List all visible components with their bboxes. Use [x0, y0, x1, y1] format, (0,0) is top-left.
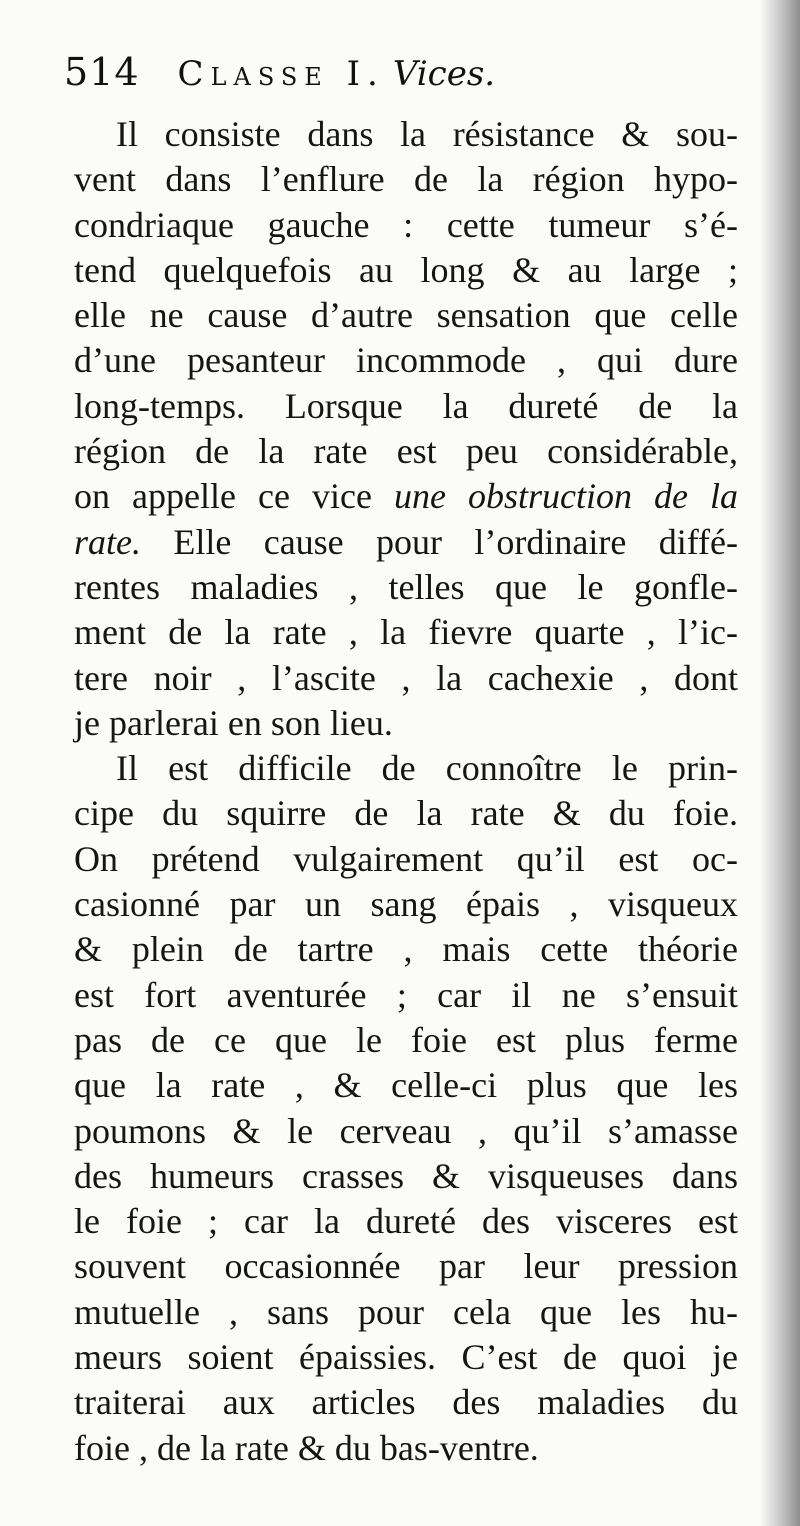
text-line: région de la rate est peu considérable,	[74, 431, 738, 472]
class-title-italic: Vices.	[392, 54, 496, 94]
text-line: & plein de tartre , mais cette théorie	[74, 929, 738, 970]
text-line: traiterai aux articles des maladies du	[74, 1382, 738, 1423]
text-line: pas de ce que le foie est plus ferme	[74, 1019, 738, 1060]
text-line: souvent occasionnée par leur pression	[74, 1246, 738, 1287]
text-line: d’une pesanteur incommode , qui dure	[74, 340, 738, 381]
text-line: vent dans l’enflure de la région hypo-	[74, 159, 738, 200]
text-line: poumons & le cerveau , qu’il s’amasse	[74, 1110, 738, 1151]
text-segment: on appelle ce vice	[74, 476, 394, 517]
italic-text: rate.	[74, 521, 141, 562]
text-line: des humeurs crasses & visqueuses dans	[74, 1155, 738, 1196]
text-line: que la rate , & celle-ci plus que les	[74, 1065, 738, 1106]
text-line: foie , de la rate & du bas-ventre.	[74, 1427, 539, 1468]
text-line: Il consiste dans la résistance & sou-	[116, 114, 738, 154]
paragraph	[74, 746, 738, 1471]
text-line: On prétend vulgairement qu’il est oc-	[74, 838, 738, 879]
text-segment: Elle cause pour l’ordinaire diffé-	[141, 521, 738, 562]
text-line: meurs soient épaissies. C’est de quoi je	[74, 1337, 738, 1378]
text-line: ment de la rate , la fievre quarte , l’ic-	[74, 612, 738, 653]
text-line	[74, 474, 738, 519]
page-number: 514	[64, 50, 140, 94]
text-line: tend quelquefois au long & au large ;	[74, 249, 738, 290]
text-line: casionné par un sang épais , visqueux	[74, 884, 738, 925]
binding-shadow	[760, 0, 800, 1526]
text-line: condriaque gauche : cette tumeur s’é-	[74, 204, 738, 245]
text-line: cipe du squirre de la rate & du foie.	[74, 793, 738, 834]
text-line: je parlerai en son lieu.	[74, 702, 393, 743]
text-line: long-temps. Lorsque la dureté de la	[74, 385, 738, 426]
class-title: Classe I.	[177, 54, 385, 94]
italic-text: une obstruction de la	[393, 476, 739, 517]
text-line: elle ne cause d’autre sensation que celle	[74, 295, 738, 336]
running-head	[64, 50, 495, 94]
text-line: Il est difficile de connoître le prin-	[116, 748, 738, 789]
text-line: est fort aventurée ; car il ne s’ensuit	[74, 974, 738, 1015]
body-text	[74, 112, 738, 1471]
text-line	[74, 520, 738, 565]
text-line: rentes maladies , telles que le gonfle-	[74, 566, 738, 607]
text-line: mutuelle , sans pour cela que les hu-	[74, 1291, 738, 1332]
text-line: le foie ; car la dureté des visceres est	[74, 1201, 738, 1242]
text-line: tere noir , l’ascite , la cachexie , dont	[74, 657, 738, 698]
paragraph	[74, 112, 738, 746]
